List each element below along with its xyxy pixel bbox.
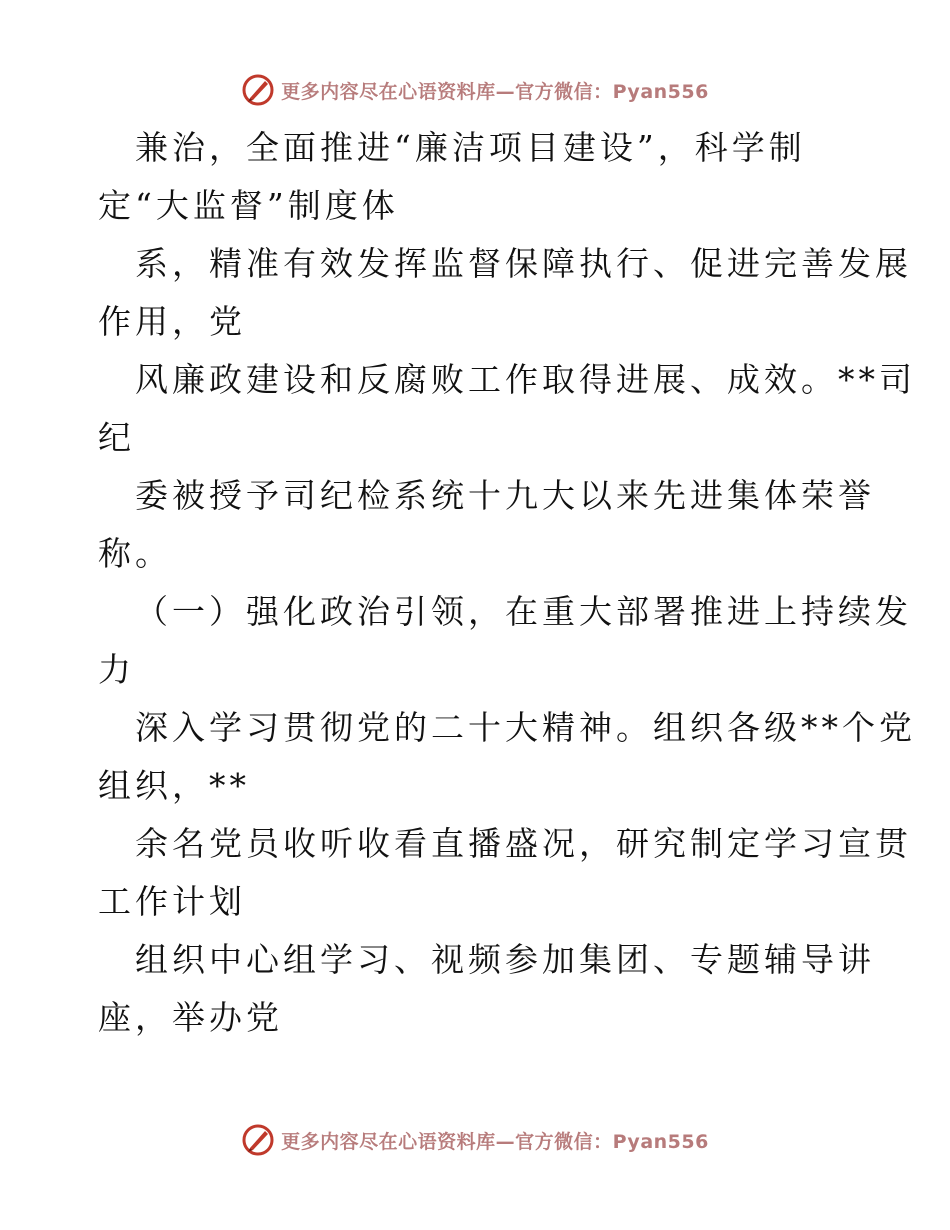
text-line: 兼治，全面推进“廉洁项目建设”，科学制 xyxy=(135,128,806,167)
watermark-text: 更多内容尽在心语资料库—官方微信：Pyan556 xyxy=(281,80,709,103)
text-line: 风廉政建设和反腐败工作取得进展、成效。**司 xyxy=(135,360,916,399)
text-line: 座，举办党 xyxy=(98,998,283,1037)
text-line: 工作计划 xyxy=(98,882,246,921)
pen-circle-icon xyxy=(241,73,275,107)
text-line: 组织中心组学习、视频参加集团、专题辅导讲 xyxy=(135,940,875,979)
pen-circle-icon xyxy=(241,1123,275,1157)
text-line: 作用，党 xyxy=(98,302,246,341)
footer-watermark xyxy=(0,1120,950,1160)
watermark-text: 更多内容尽在心语资料库—官方微信：Pyan556 xyxy=(281,1130,709,1153)
text-line: 系，精准有效发挥监督保障执行、促进完善发展 xyxy=(135,244,912,283)
text-line: 力 xyxy=(98,650,135,689)
header-watermark xyxy=(0,70,950,110)
text-line: 纪 xyxy=(98,418,135,457)
text-line: 委被授予司纪检系统十九大以来先进集体荣誉 xyxy=(135,476,875,515)
text-line: 深入学习贯彻党的二十大精神。组织各级**个党 xyxy=(135,708,916,747)
text-line: 定“大监督”制度体 xyxy=(98,186,399,225)
section-heading: （一）强化政治引领，在重大部署推进上持续发 xyxy=(135,592,912,631)
text-line: 余名党员收听收看直播盛况，研究制定学习宣贯 xyxy=(135,824,912,863)
text-line: 称。 xyxy=(98,534,172,573)
text-line: 组织，** xyxy=(98,766,250,805)
